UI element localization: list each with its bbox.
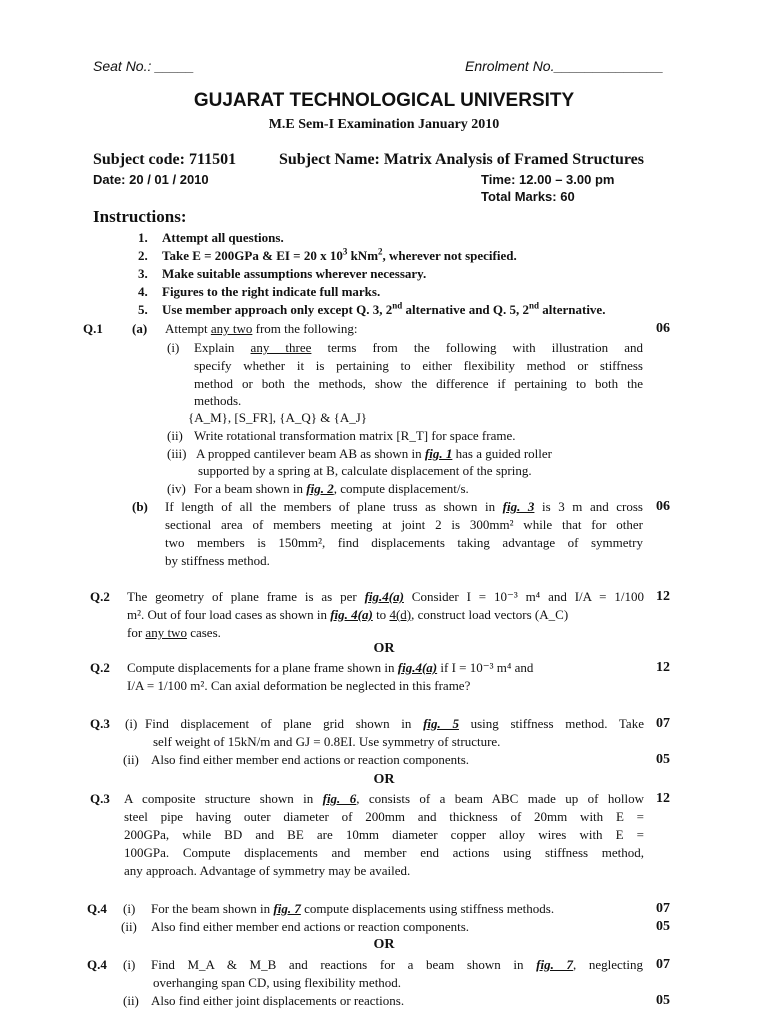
total-marks: Total Marks: 60 xyxy=(481,189,575,204)
q4-alt-i-marks: 07 xyxy=(656,957,670,972)
q4-alt-ii-marks: 05 xyxy=(656,993,670,1008)
q4-i-text: For the beam shown in fig. 7 compute displacements using stiffness methods. xyxy=(151,901,555,916)
fig-6-ref: fig. 6 xyxy=(322,791,357,806)
q3-alt-line3: 200GPa, while BD and BE are 10mm diameter copper alloy wires with E = xyxy=(124,827,644,842)
q3-alt-line1: A composite structure shown in fig. 6, consists of a beam ABC made up of hollow xyxy=(124,791,644,806)
q1b-line3: two members is 150mm², find displacements taking advantage of symmetry xyxy=(165,535,643,550)
q2-label: Q.2 xyxy=(90,589,110,604)
q1a-i-line1: Explain any three terms from the following with illustration and xyxy=(194,340,643,355)
q3-alt-line5: any approach. Advantage of symmetry may be availed. xyxy=(124,863,411,878)
exam-time: Time: 12.00 – 3.00 pm xyxy=(481,172,615,187)
q4-alt-i-line1: Find M_A & M_B and reactions for a beam shown in fig. 7, neglecting xyxy=(151,957,643,972)
q1a-i-terms: {A_M}, [S_FR], {A_Q} & {A_J} xyxy=(188,410,368,425)
subject-code: Subject code: 711501 xyxy=(93,151,237,168)
q1b-label: (b) xyxy=(132,499,148,514)
q1a-iv-num: (iv) xyxy=(167,481,186,496)
q2-line3: for any two cases. xyxy=(127,625,221,640)
q1b-marks: 06 xyxy=(656,499,670,514)
enrolment-number-label: Enrolment No.______________ xyxy=(465,58,664,74)
q4-alt-label: Q.4 xyxy=(87,957,107,972)
instruction-2: Take E = 200GPa & EI = 20 x $10^3$ kNm$^2$, wherever not specified. xyxy=(162,246,517,263)
q1a-i-line3: method or both the methods, show the difference if pertaining to both the xyxy=(194,376,643,391)
instruction-1-num: 1. xyxy=(138,230,148,245)
q4-or-divider: OR xyxy=(373,937,395,952)
instruction-1: Attempt all questions. xyxy=(162,230,284,245)
q1a-ii-text: Write rotational transformation matrix [R_T] for space frame. xyxy=(194,428,516,443)
q4-ii-marks: 05 xyxy=(656,919,670,934)
q1a-i-line2: specify whether it is pertaining to either flexibility method or stiffness xyxy=(194,358,643,373)
q3-ii-num: (ii) xyxy=(123,752,139,767)
instruction-4: Figures to the right indicate full marks. xyxy=(162,284,381,299)
q3-alt-line2: steel pipe having outer diameter of 200mm and thickness of 20mm with E = xyxy=(124,809,644,824)
q1a-iii-num: (iii) xyxy=(167,446,187,461)
q1a-iv-text: For a beam shown in fig. 2, compute displacement/s. xyxy=(194,481,469,496)
q3-or-divider: OR xyxy=(373,772,395,787)
q4-i-marks: 07 xyxy=(656,901,670,916)
instruction-5: Use member approach only except Q. 3, 2nd alternative and Q. 5, 2nd alternative. xyxy=(162,300,606,317)
q1a-marks: 06 xyxy=(656,321,670,336)
q3-i-line1: Find displacement of plane grid shown in fig. 5 using stiffness method. Take xyxy=(145,716,644,731)
q1a-iii-line1: A propped cantilever beam AB as shown in fig. 1 has a guided roller xyxy=(196,446,552,461)
q1a-text: Attempt any two from the following: xyxy=(165,321,358,336)
q4-label: Q.4 xyxy=(87,901,107,916)
fig-4a-ref: fig.4(a) xyxy=(364,589,404,604)
q3-i-marks: 07 xyxy=(656,716,670,731)
q1b-line2: sectional area of members meeting at joint 2 is 300mm² while that for other xyxy=(165,517,643,532)
university-name: GUJARAT TECHNOLOGICAL UNIVERSITY xyxy=(193,90,575,111)
instruction-3-num: 3. xyxy=(138,266,148,281)
q2-alt-marks: 12 xyxy=(656,660,670,675)
q2-alt-label: Q.2 xyxy=(90,660,110,675)
q2-marks: 12 xyxy=(656,589,670,604)
fig-7-ref: fig. 7 xyxy=(273,901,301,916)
q1-label: Q.1 xyxy=(83,321,103,336)
fig-2-ref: fig. 2 xyxy=(306,481,334,496)
q1a-iii-line2: supported by a spring at B, calculate displacement of the spring. xyxy=(198,463,532,478)
q4-alt-i-line2: overhanging span CD, using flexibility method. xyxy=(153,975,402,990)
q3-alt-marks: 12 xyxy=(656,791,670,806)
q2-alt-line2: I/A = 1/100 m². Can axial deformation be neglected in this frame? xyxy=(127,678,471,693)
q4-ii-text: Also find either member end actions or reaction components. xyxy=(151,919,470,934)
seat-number-label: Seat No.: _____ xyxy=(93,58,195,74)
instructions-title: Instructions: xyxy=(93,207,187,226)
q4-alt-ii-text: Also find either joint displacements or reactions. xyxy=(151,993,405,1008)
q4-alt-ii-num: (ii) xyxy=(123,993,139,1008)
q4-alt-i-num: (i) xyxy=(123,957,136,972)
q1a-label: (a) xyxy=(132,321,148,336)
q3-i-line2: self weight of 15kN/m and GJ = 0.8EI. Use symmetry of structure. xyxy=(153,734,501,749)
subject-name: Subject Name: Matrix Analysis of Framed Structures xyxy=(279,151,644,168)
q3-alt-label: Q.3 xyxy=(90,791,110,806)
q1b-line4: by stiffness method. xyxy=(165,553,270,568)
q3-ii-text: Also find either member end actions or reaction components. xyxy=(151,752,470,767)
q3-ii-marks: 05 xyxy=(656,752,670,767)
q2-or-divider: OR xyxy=(373,641,395,656)
q1a-i-line4: methods. xyxy=(194,393,242,408)
fig-1-ref: fig. 1 xyxy=(424,446,453,461)
fig-5-ref: fig. 5 xyxy=(423,716,459,731)
instruction-4-num: 4. xyxy=(138,284,148,299)
q2-line2: m². Out of four load cases as shown in fig. 4(a) to 4(d), construct load vectors (A_C) xyxy=(127,607,569,622)
q1b-line1: If length of all the members of plane truss as shown in fig. 3 is 3 m and cross xyxy=(165,499,643,514)
q4-ii-num: (ii) xyxy=(121,919,137,934)
q2-line1: The geometry of plane frame is as per fig.4(a) Consider I = 10⁻³ m⁴ and I/A = 1/100 xyxy=(127,589,644,604)
q1a-i-num: (i) xyxy=(167,340,180,355)
q4-i-num: (i) xyxy=(123,901,136,916)
instruction-2-num: 2. xyxy=(138,248,148,263)
fig-3-ref: fig. 3 xyxy=(502,499,535,514)
instruction-3: Make suitable assumptions wherever necessary. xyxy=(162,266,427,281)
q2-alt-line1: Compute displacements for a plane frame shown in fig.4(a) if I = 10⁻³ m⁴ and xyxy=(127,660,534,675)
exam-title: M.E Sem-I Examination January 2010 xyxy=(268,117,500,132)
exam-date: Date: 20 / 01 / 2010 xyxy=(93,172,209,187)
q3-alt-line4: 100GPa. Compute displacements and member end actions using stiffness method, xyxy=(124,845,644,860)
q3-i-num: (i) xyxy=(125,716,138,731)
instruction-5-num: 5. xyxy=(138,302,148,317)
q3-label: Q.3 xyxy=(90,716,110,731)
q1a-ii-num: (ii) xyxy=(167,428,183,443)
